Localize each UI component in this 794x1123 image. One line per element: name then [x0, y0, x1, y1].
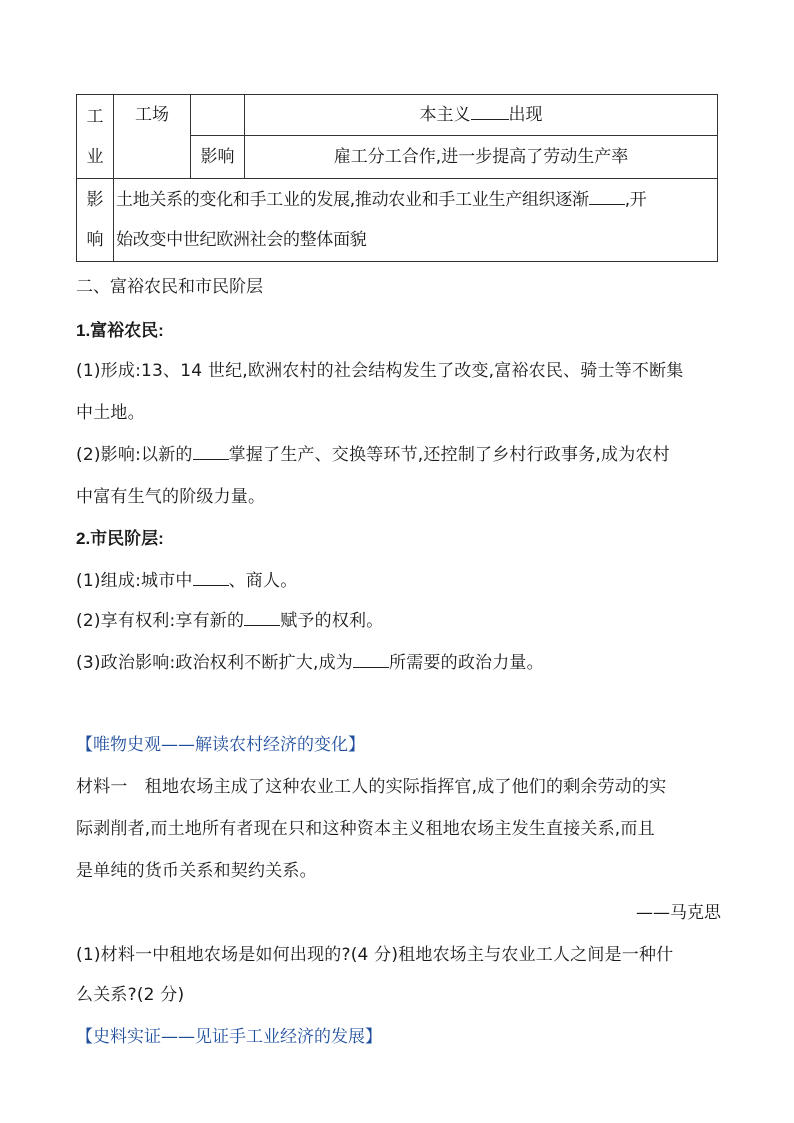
side-cell-industry	[77, 95, 114, 179]
side-cell-impact	[77, 179, 114, 262]
side-char: 响	[86, 230, 104, 250]
row2-content: 雇工分工合作,进一步提高了劳动生产率	[245, 136, 718, 179]
farmers-impact	[76, 440, 721, 465]
side-char: 业	[86, 146, 104, 167]
citizens-rights	[76, 606, 721, 631]
impact-text: 土地关系的变化和手工业的发展,推动农业和手工业生产组织逐渐	[116, 190, 589, 210]
fill-blank	[353, 653, 389, 668]
side-char: 影	[86, 190, 104, 210]
farmers-heading: 1.富裕农民:	[76, 321, 164, 340]
material-line: 材料一 租地农场主成了这种农业工人的实际指挥官,成了他们的剩余劳动的实	[76, 777, 667, 797]
question-line: 么关系?(2 分)	[76, 985, 185, 1005]
fill-blank	[193, 571, 229, 586]
farmers-impact-cont: 中富有生气的阶级力量。	[76, 487, 266, 507]
text: (1)组成:城市中	[76, 571, 193, 591]
text: (3)政治影响:政治权利不断扩大,成为	[76, 653, 354, 673]
workshop-label: 工场	[135, 105, 169, 125]
impact-text-cell	[114, 179, 718, 262]
workshop-cell	[114, 95, 191, 179]
material-line: 是单纯的货币关系和契约关系。	[76, 861, 317, 881]
summary-table	[76, 94, 718, 262]
farmers-formation: (1)形成:13、14 世纪,欧洲农村的社会结构发生了改变,富裕农民、骑士等不断集	[76, 361, 684, 381]
fill-blank	[193, 445, 229, 460]
impact-text-after: ,开	[624, 190, 647, 210]
empty-label-cell	[191, 95, 245, 136]
topic-heading: 【唯物史观——解读农村经济的变化】	[76, 735, 365, 755]
side-char: 工	[86, 106, 104, 127]
fill-blank	[471, 105, 509, 120]
text: 、商人。	[228, 571, 298, 591]
topic-heading: 【史料实证——见证手工业经济的发展】	[76, 1027, 382, 1047]
section-title: 二、富裕农民和市民阶层	[76, 277, 263, 297]
citizens-heading: 2.市民阶层:	[76, 529, 164, 548]
text: (2)影响:以新的	[76, 445, 193, 465]
row1-text: 本主义	[419, 105, 471, 125]
citizens-political	[76, 648, 721, 673]
impact-label-cell: 影响	[191, 136, 245, 179]
fill-blank	[244, 611, 280, 626]
material-source: ——马克思	[636, 903, 721, 923]
fill-blank	[589, 190, 625, 205]
impact-text-line2: 始改变中世纪欧洲社会的整体面貌	[116, 230, 367, 250]
citizens-composition	[76, 566, 721, 591]
material-line: 际剥削者,而土地所有者现在只和这种资本主义租地农场主发生直接关系,而且	[76, 819, 655, 839]
text: 掌握了生产、交换等环节,还控制了乡村行政事务,成为农村	[228, 445, 670, 465]
text: (2)享有权利:享有新的	[76, 611, 245, 631]
row1-text-after: 出现	[508, 105, 543, 125]
text: 所需要的政治力量。	[389, 653, 544, 673]
farmers-formation-cont: 中土地。	[76, 403, 145, 423]
text: 赋予的权利。	[280, 611, 384, 631]
row1-content	[245, 95, 718, 136]
question-line: (1)材料一中租地农场是如何出现的?(4 分)租地农场主与农业工人之间是一种什	[76, 945, 674, 965]
